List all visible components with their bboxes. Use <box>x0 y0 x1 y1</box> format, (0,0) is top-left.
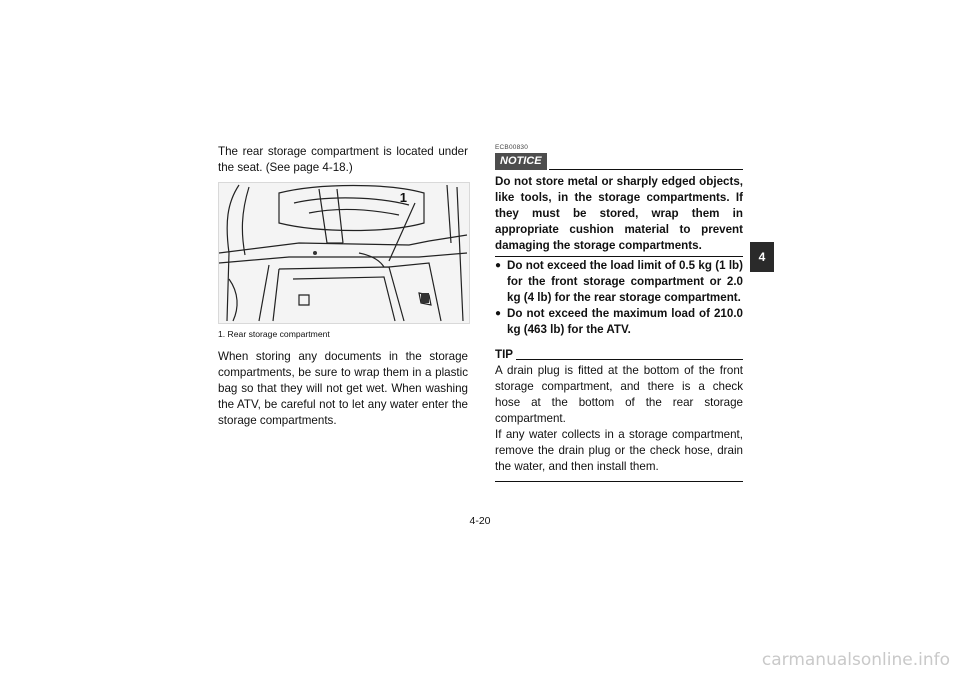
watermark: carmanualsonline.info <box>761 650 950 670</box>
reference-code: ECB00830 <box>495 144 529 151</box>
tip-paragraph: If any water collects in a storage compartment, remove the drain plug or the check hose, drain the water, and then install them. <box>495 428 743 473</box>
notice-divider <box>495 256 743 257</box>
page-number: 4-20 <box>469 515 491 527</box>
compartment-line-drawing <box>219 183 469 323</box>
bullet-text: Do not exceed the load limit of 0.5 kg (1 lb) for the front storage compartment or 2.0 kg (4 lb) for the rear storage compartment. <box>507 259 743 304</box>
notice-bullet <box>495 258 743 306</box>
notice-badge: NOTICE <box>495 153 547 170</box>
tip-end-rule <box>495 481 743 482</box>
notice-text: Do not store metal or sharply edged objects, like tools, in the storage compartments. If they must be stored, wrap them in appropriate cushion material to prevent damaging the storage compartments. <box>495 175 743 252</box>
notice-bullet <box>495 306 743 338</box>
notice-rule <box>549 169 743 170</box>
storage-compartment-illustration <box>218 182 470 324</box>
left-column <box>218 144 468 429</box>
notice-header <box>495 153 743 170</box>
intro-paragraph: The rear storage compartment is located under the seat. (See page 4-18.) <box>218 145 468 174</box>
documents-paragraph: When storing any documents in the storage compartments, be sure to wrap them in a plastic bag so that they will not get wet. When washing the ATV, be careful not to let any water enter the storage compartments. <box>218 350 468 427</box>
tip-paragraph: A drain plug is fitted at the bottom of the front storage compartment, and there is a check hose at the bottom of the rear storage compartment. <box>495 364 743 425</box>
callout-number: 1 <box>399 190 407 205</box>
tip-rule <box>516 359 743 360</box>
figure-caption: 1. Rear storage compartment <box>218 329 330 339</box>
bullet-icon: ● <box>495 260 502 271</box>
right-column <box>495 144 743 482</box>
tip-label: TIP <box>495 348 514 361</box>
chapter-tab: 4 <box>750 242 774 272</box>
bullet-text: Do not exceed the maximum load of 210.0 kg (463 lb) for the ATV. <box>507 307 743 336</box>
bullet-icon: ● <box>495 308 502 319</box>
tip-header <box>495 348 743 361</box>
